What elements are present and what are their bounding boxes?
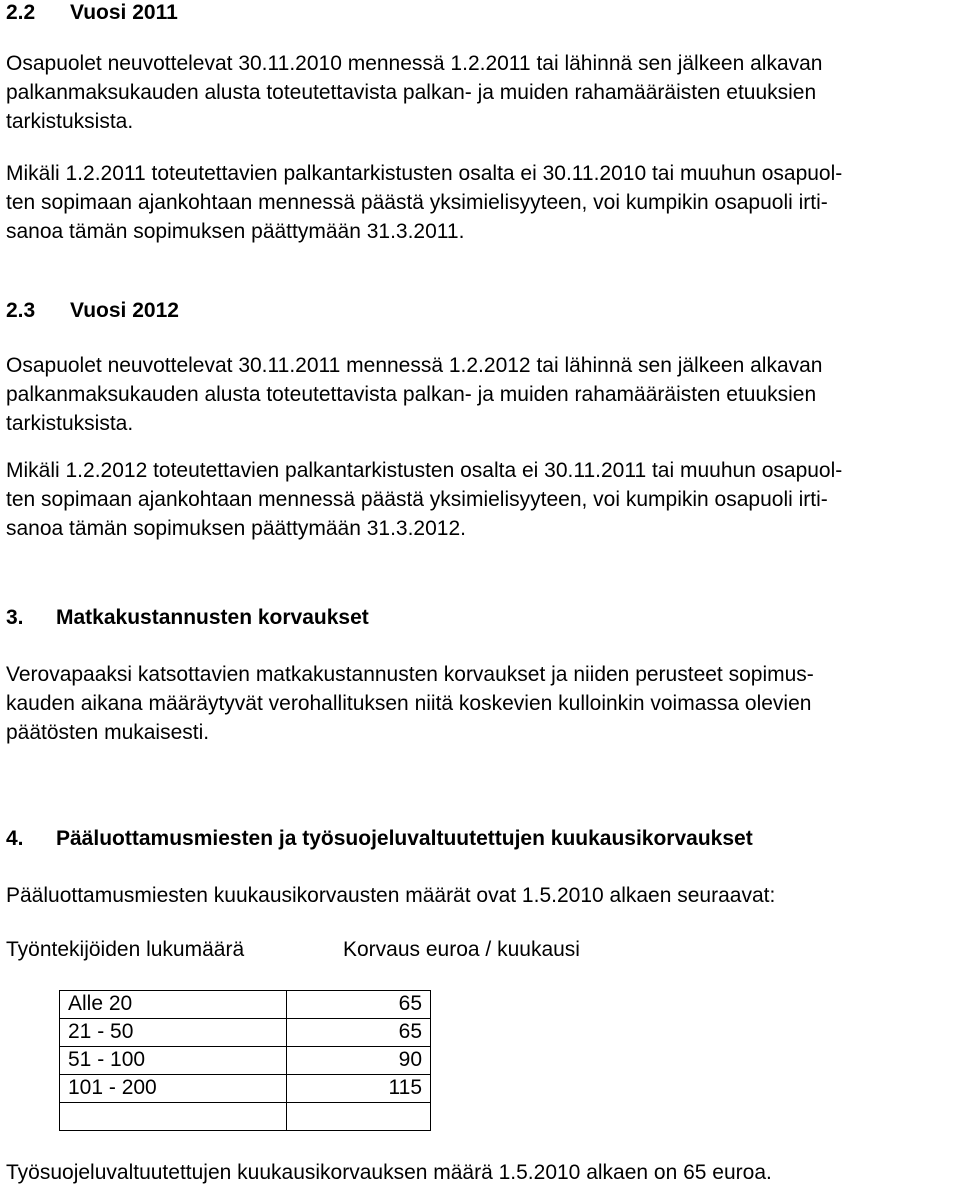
amount-cell: 90 — [287, 1047, 431, 1075]
text-line: tarkistuksista. — [6, 110, 134, 133]
text-line: Verovapaaksi katsottavien matkakustannusten korvaukset ja niiden perusteet sopimus- — [6, 663, 814, 686]
section-number: 2.3 — [6, 299, 36, 322]
section-2-3-paragraph-2 — [6, 456, 960, 543]
text-line: kauden aikana määräytyvät verohallituksen niitä koskevien kulloinkin voimassa olevien — [6, 692, 812, 715]
text-line: Työsuojeluvaltuutettujen kuukausikorvauksen määrä 1.5.2010 alkaen on 65 euroa. — [6, 1161, 772, 1184]
section-number: 4. — [6, 827, 24, 850]
text-line: Mikäli 1.2.2011 toteutettavien palkantarkistusten osalta ei 30.11.2010 tai muuhun osapuol- — [6, 162, 843, 185]
employees-cell — [60, 1103, 287, 1131]
section-number: 3. — [6, 606, 24, 629]
section-3-paragraph — [6, 660, 960, 747]
text-line: sanoa tämän sopimuksen päättymään 31.3.2012. — [6, 517, 466, 540]
text-line: Osapuolet neuvottelevat 30.11.2011 mennessä 1.2.2012 tai lähinnä sen jälkeen alkavan — [6, 354, 823, 377]
text-line: ten sopimaan ajankohtaan mennessä päästä yksimielisyyteen, voi kumpikin osapuoli irti- — [6, 191, 828, 214]
table-row — [60, 1047, 431, 1075]
employees-cell: Alle 20 — [60, 991, 287, 1019]
employees-cell: 101 - 200 — [60, 1075, 287, 1103]
section-title: Vuosi 2012 — [70, 299, 179, 322]
section-2-2-paragraph-2 — [6, 159, 960, 246]
employees-cell: 21 - 50 — [60, 1019, 287, 1047]
section-4-heading — [6, 824, 960, 853]
section-4-intro — [6, 881, 960, 910]
amount-cell: 65 — [287, 991, 431, 1019]
text-line: palkanmaksukauden alusta toteutettavista palkan- ja muiden rahamääräisten etuuksien — [6, 81, 817, 104]
text-line: palkanmaksukauden alusta toteutettavista palkan- ja muiden rahamääräisten etuuksien — [6, 383, 817, 406]
table-row — [60, 991, 431, 1019]
table-row — [60, 1019, 431, 1047]
column-header-amount: Korvaus euroa / kuukausi — [343, 938, 580, 961]
amount-cell: 65 — [287, 1019, 431, 1047]
text-line: Osapuolet neuvottelevat 30.11.2010 mennessä 1.2.2011 tai lähinnä sen jälkeen alkavan — [6, 52, 823, 75]
text-line: tarkistuksista. — [6, 412, 134, 435]
section-title: Matkakustannusten korvaukset — [56, 606, 369, 629]
section-4-footer — [6, 1158, 960, 1187]
amount-cell — [287, 1103, 431, 1131]
section-number: 2.2 — [6, 1, 36, 24]
text-line: sanoa tämän sopimuksen päättymään 31.3.2011. — [6, 220, 465, 243]
text-line: ten sopimaan ajankohtaan mennessä päästä yksimielisyyteen, voi kumpikin osapuoli irti- — [6, 488, 828, 511]
amount-cell: 115 — [287, 1075, 431, 1103]
section-title: Pääluottamusmiesten ja työsuojeluvaltuutettujen kuukausikorvaukset — [56, 827, 753, 850]
employees-cell: 51 - 100 — [60, 1047, 287, 1075]
text-line: Pääluottamusmiesten kuukausikorvausten määrät ovat 1.5.2010 alkaen seuraavat: — [6, 884, 776, 907]
table-row — [60, 1103, 431, 1131]
compensation-table — [59, 990, 431, 1131]
section-3-heading — [6, 603, 960, 632]
section-2-3-heading — [6, 296, 960, 325]
column-header-employees: Työntekijöiden lukumäärä — [6, 938, 245, 961]
table-column-headers — [6, 935, 806, 964]
text-line: Mikäli 1.2.2012 toteutettavien palkantarkistusten osalta ei 30.11.2011 tai muuhun osapuol- — [6, 459, 843, 482]
section-2-2-paragraph-1 — [6, 49, 960, 136]
section-2-2-heading — [6, 0, 960, 27]
section-2-3-paragraph-1 — [6, 351, 960, 438]
table-row — [60, 1075, 431, 1103]
text-line: päätösten mukaisesti. — [6, 721, 210, 744]
section-title: Vuosi 2011 — [70, 1, 178, 24]
